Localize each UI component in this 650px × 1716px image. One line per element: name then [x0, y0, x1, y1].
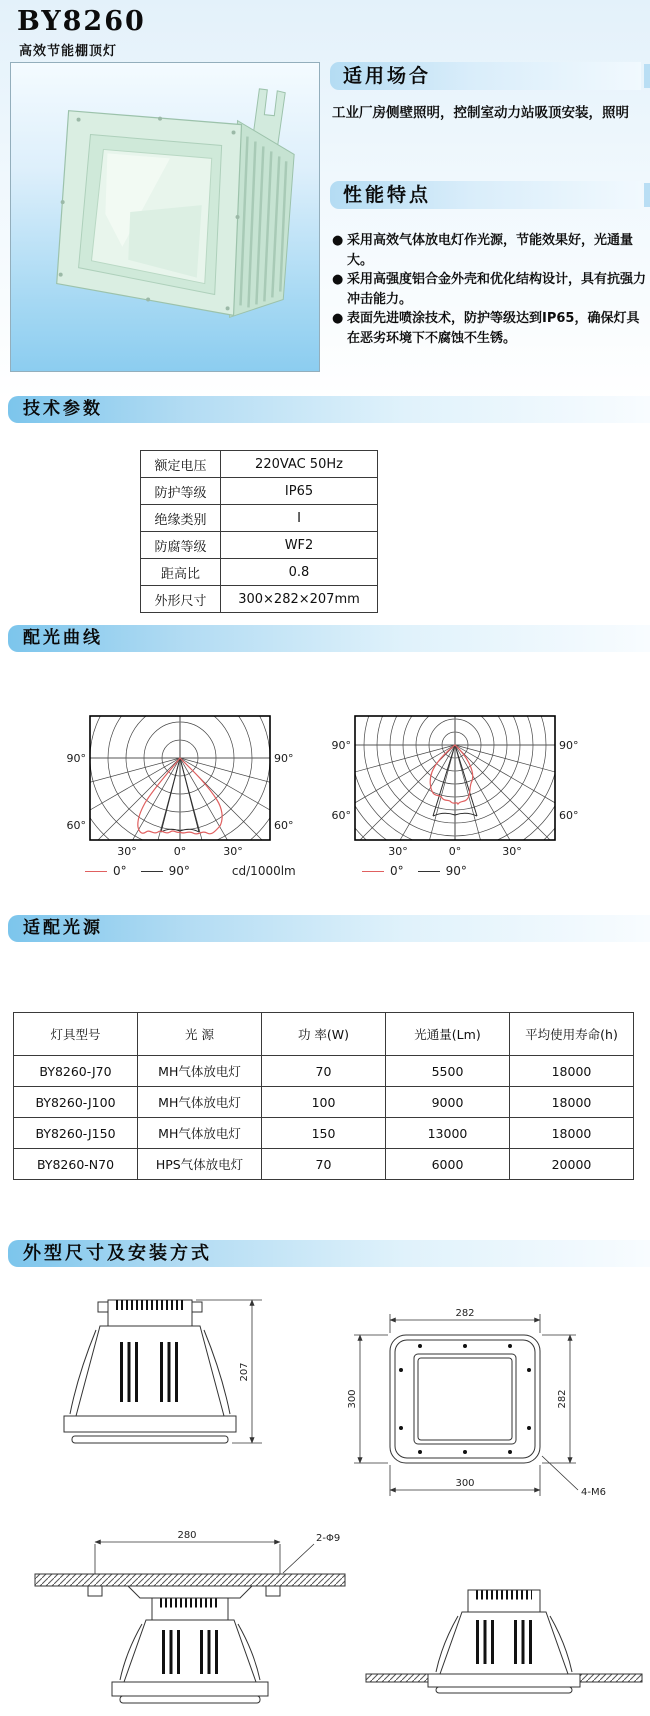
- column-header: 光 源: [138, 1013, 262, 1056]
- svg-text:90°: 90°: [559, 739, 579, 752]
- application-body: 工业厂房侧壁照明，控制室动力站吸顶安装，照明: [332, 105, 629, 121]
- feature-item: [332, 270, 649, 309]
- bullet-icon: ●: [332, 311, 344, 326]
- heading-edge-accent: [644, 64, 650, 88]
- section-heading-photometric: 配光曲线: [8, 625, 650, 652]
- features-list: [332, 231, 649, 348]
- svg-text:30°: 30°: [223, 845, 243, 858]
- param-label: 防护等级: [141, 478, 221, 505]
- table-row: [141, 532, 378, 559]
- cell-flux: 13000: [386, 1118, 510, 1149]
- dim-label-282-right: 282: [557, 1389, 568, 1409]
- svg-text:60°: 60°: [274, 819, 294, 832]
- column-header: 光通量(Lm): [386, 1013, 510, 1056]
- legend-line-0deg-icon: [362, 871, 384, 872]
- legend-label: 0°: [390, 864, 404, 878]
- bullet-icon: ●: [332, 272, 344, 287]
- table-header-row: [14, 1013, 634, 1056]
- cell-flux: 9000: [386, 1087, 510, 1118]
- table-row: [14, 1118, 634, 1149]
- cell-flux: 6000: [386, 1149, 510, 1180]
- axes: [355, 716, 555, 840]
- cell-source: MH气体放电灯: [138, 1087, 262, 1118]
- table-row: [141, 451, 378, 478]
- svg-text:90°: 90°: [274, 752, 294, 765]
- param-label: 额定电压: [141, 451, 221, 478]
- cell-model: BY8260-J150: [14, 1118, 138, 1149]
- legend-label: 90°: [168, 864, 190, 878]
- feature-item: [332, 231, 649, 270]
- param-value: 220VAC 50Hz: [221, 451, 378, 478]
- section-heading-tech-params: 技术参数: [8, 396, 650, 423]
- dim-label-207: 207: [239, 1362, 250, 1382]
- photometric-diagram-left: [55, 706, 300, 858]
- tech-params-table: [140, 450, 378, 613]
- feature-text: 采用高强度铝合金外壳和优化结构设计，具有抗强力冲击能力。: [347, 272, 647, 307]
- legend-label: 0°: [113, 864, 127, 878]
- cell-flux: 5500: [386, 1056, 510, 1087]
- svg-text:60°: 60°: [559, 809, 579, 822]
- legend-line-90deg-icon: [141, 871, 163, 872]
- table-row: [14, 1149, 634, 1180]
- column-header: 功 率(W): [262, 1013, 386, 1056]
- legend-line-90deg-icon: [418, 871, 440, 872]
- svg-text:0°: 0°: [173, 845, 187, 858]
- polar-grid: [330, 706, 585, 858]
- curve-0deg: [430, 745, 473, 804]
- photometric-unit: cd/1000lm: [231, 864, 296, 878]
- section-heading-application: 适用场合: [330, 62, 641, 90]
- svg-text:60°: 60°: [66, 819, 86, 832]
- legend-label: 90°: [445, 864, 467, 878]
- svg-text:30°: 30°: [117, 845, 137, 858]
- feature-text: 采用高效气体放电灯作光源，节能效果好，光通量大。: [347, 233, 634, 268]
- drawing-recessed-mount-view: [366, 1590, 642, 1693]
- svg-text:30°: 30°: [502, 845, 522, 858]
- param-value: I: [221, 505, 378, 532]
- cell-power: 70: [262, 1056, 386, 1087]
- cell-life: 20000: [510, 1149, 634, 1180]
- column-header: 平均使用寿命(h): [510, 1013, 634, 1056]
- table-row: [141, 478, 378, 505]
- photometric-legend-right: [362, 864, 481, 878]
- param-value: WF2: [221, 532, 378, 559]
- section-heading-light-sources: 适配光源: [8, 915, 650, 942]
- cell-life: 18000: [510, 1056, 634, 1087]
- svg-text:30°: 30°: [388, 845, 408, 858]
- dimension-drawings: [0, 1290, 650, 1716]
- svg-text:90°: 90°: [66, 752, 86, 765]
- legend-line-0deg-icon: [85, 871, 107, 872]
- page-subtitle: 高效节能棚顶灯: [19, 44, 118, 59]
- dim-label-282-top: 282: [455, 1308, 475, 1319]
- cell-model: BY8260-J70: [14, 1056, 138, 1087]
- light-sources-table: [13, 1012, 634, 1180]
- cell-model: BY8260-J100: [14, 1087, 138, 1118]
- callout-4-M6: 4-M6: [581, 1487, 606, 1498]
- cell-source: HPS气体放电灯: [138, 1149, 262, 1180]
- cell-life: 18000: [510, 1118, 634, 1149]
- feature-text: 表面先进喷涂技术，防护等级达到IP65，确保灯具在恶劣环境下不腐蚀不生锈。: [347, 311, 640, 346]
- param-label: 绝缘类别: [141, 505, 221, 532]
- cell-power: 100: [262, 1087, 386, 1118]
- table-row: [14, 1087, 634, 1118]
- param-value: 0.8: [221, 559, 378, 586]
- param-label: 距高比: [141, 559, 221, 586]
- dim-label-300-left: 300: [347, 1389, 358, 1409]
- table-row: [14, 1056, 634, 1087]
- product-photo: [10, 62, 320, 372]
- page-title: BY8260: [17, 6, 146, 37]
- table-row: [141, 505, 378, 532]
- svg-text:90°: 90°: [331, 739, 351, 752]
- cell-model: BY8260-N70: [14, 1149, 138, 1180]
- cell-source: MH气体放电灯: [138, 1118, 262, 1149]
- feature-item: [332, 309, 649, 348]
- section-heading-dimensions: 外型尺寸及安装方式: [8, 1240, 650, 1267]
- cell-power: 70: [262, 1149, 386, 1180]
- photometric-legend-left: [85, 864, 296, 878]
- param-value: 300×282×207mm: [221, 586, 378, 613]
- dim-label-300-bottom: 300: [455, 1478, 475, 1489]
- heading-edge-accent: [644, 183, 650, 207]
- cell-source: MH气体放电灯: [138, 1056, 262, 1087]
- table-row: [141, 559, 378, 586]
- dim-label-280: 280: [177, 1530, 197, 1541]
- bullet-icon: ●: [332, 233, 344, 248]
- drawing-top-view: [354, 1314, 578, 1496]
- polar-grid: [55, 706, 300, 858]
- photometric-diagram-right: [330, 706, 585, 858]
- cell-power: 150: [262, 1118, 386, 1149]
- table-row: [141, 586, 378, 613]
- column-header: 灯具型号: [14, 1013, 138, 1056]
- param-label: 防腐等级: [141, 532, 221, 559]
- svg-text:60°: 60°: [331, 809, 351, 822]
- svg-text:0°: 0°: [448, 845, 462, 858]
- param-value: IP65: [221, 478, 378, 505]
- param-label: 外形尺寸: [141, 586, 221, 613]
- drawing-surface-mount-view: [35, 1542, 345, 1703]
- cell-life: 18000: [510, 1087, 634, 1118]
- lamp-photo-illustration: [11, 63, 319, 371]
- callout-2-phi9: 2-Φ9: [316, 1533, 341, 1544]
- drawing-side-view: [64, 1300, 262, 1443]
- section-heading-features: 性能特点: [330, 181, 641, 209]
